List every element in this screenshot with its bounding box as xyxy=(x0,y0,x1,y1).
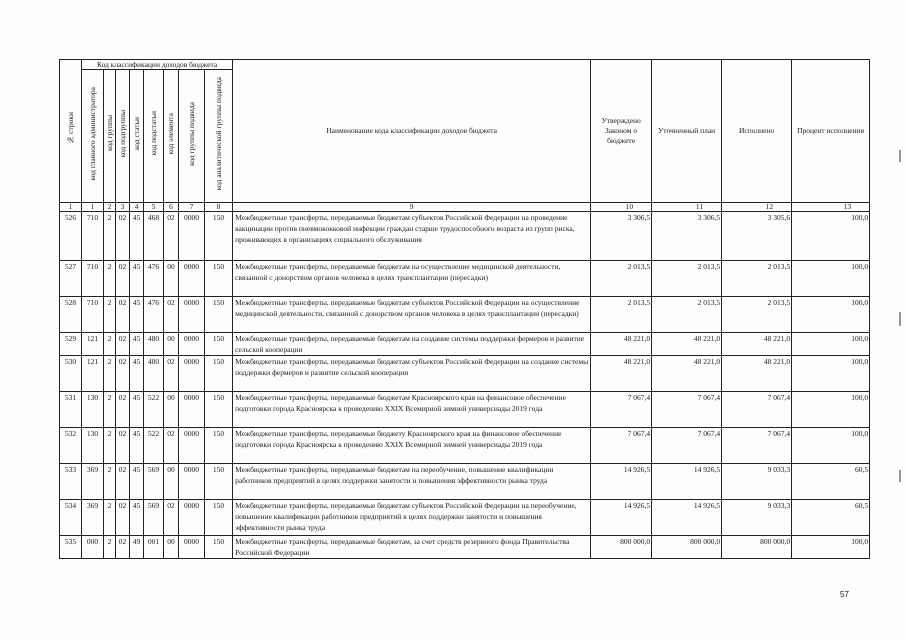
element-code: 00 xyxy=(164,536,179,559)
approved-amount: 7 067,4 xyxy=(591,428,652,464)
analytic-group-code: 150 xyxy=(205,333,233,356)
table-row xyxy=(60,500,870,536)
subarticle-code: 480 xyxy=(144,333,164,356)
execution-percent: 100,0 xyxy=(792,261,870,297)
row-number: 535 xyxy=(60,536,82,559)
table-row xyxy=(60,333,870,356)
analytic-group-code: 150 xyxy=(205,261,233,297)
analytic-group-code: 150 xyxy=(205,297,233,333)
header-code-admin: код главного администратора xyxy=(82,70,104,203)
subtype-group-code: 0000 xyxy=(179,333,205,356)
table-row xyxy=(60,297,870,333)
header-classification-group: Код классификации доходов бюджета xyxy=(82,60,233,70)
analytic-group-code: 150 xyxy=(205,356,233,392)
subarticle-code: 569 xyxy=(144,500,164,536)
row-number: 527 xyxy=(60,261,82,297)
analytic-group-code: 150 xyxy=(205,392,233,428)
subarticle-code: 522 xyxy=(144,428,164,464)
column-number: 11 xyxy=(652,203,722,212)
subtype-group-code: 0000 xyxy=(179,428,205,464)
element-code: 00 xyxy=(164,464,179,500)
admin-code: 369 xyxy=(82,500,104,536)
article-code: 45 xyxy=(130,212,144,261)
income-name: Межбюджетные трансферты, передаваемые бюджетам субъектов Российской Федерации на переобучение, повышение квалификации работников предприятий в целях поддержки занятости и повышения эффективности рынка труда xyxy=(233,500,591,536)
article-code: 45 xyxy=(130,261,144,297)
executed-amount: 48 221,0 xyxy=(722,333,792,356)
header-refined: Уточненный план xyxy=(652,60,722,203)
header-approved: Утверждено Законом о бюджете xyxy=(591,60,652,203)
article-code: 45 xyxy=(130,500,144,536)
subarticle-code: 001 xyxy=(144,536,164,559)
row-number: 533 xyxy=(60,464,82,500)
column-number: 6 xyxy=(164,203,179,212)
refined-amount: 2 013,5 xyxy=(652,297,722,333)
header-code-group: код группы xyxy=(104,70,116,203)
execution-percent: 100,0 xyxy=(792,356,870,392)
column-number: 8 xyxy=(205,203,233,212)
subgroup-code: 02 xyxy=(116,428,130,464)
execution-percent: 60,5 xyxy=(792,500,870,536)
table-row xyxy=(60,428,870,464)
row-number: 534 xyxy=(60,500,82,536)
income-name: Межбюджетные трансферты, передаваемые бюджетам Красноярского края на финансовое обеспечение подготовки города Красноярска к проведению XXIX Всемирной зимней универсиады 2019 года xyxy=(233,392,591,428)
admin-code: 121 xyxy=(82,356,104,392)
article-code: 45 xyxy=(130,392,144,428)
element-code: 02 xyxy=(164,212,179,261)
subarticle-code: 468 xyxy=(144,212,164,261)
approved-amount: 48 221,0 xyxy=(591,356,652,392)
element-code: 00 xyxy=(164,333,179,356)
row-number: 531 xyxy=(60,392,82,428)
header-code-subgroup: код подгруппы xyxy=(116,70,130,203)
subtype-group-code: 0000 xyxy=(179,464,205,500)
execution-percent: 100,0 xyxy=(792,333,870,356)
article-code: 45 xyxy=(130,356,144,392)
subgroup-code: 02 xyxy=(116,297,130,333)
approved-amount: 2 013,5 xyxy=(591,297,652,333)
scan-edge-mark xyxy=(899,470,901,482)
approved-amount: 7 067,4 xyxy=(591,392,652,428)
element-code: 02 xyxy=(164,500,179,536)
subgroup-code: 02 xyxy=(116,500,130,536)
income-name: Межбюджетные трансферты, передаваемые бюджетам субъектов Российской Федерации на проведение вакцинации против пневмококковой инфекции граждан старше трудоспособного возраста из групп риска, проживающих в организациях социального обслуживания xyxy=(233,212,591,261)
income-name: Межбюджетные трансферты, передаваемые бюджетам на осуществление медицинской деятельности, связанной с донорством органов человека в целях трансплантации (пересадки) xyxy=(233,261,591,297)
executed-amount: 2 013,5 xyxy=(722,297,792,333)
scan-edge-mark xyxy=(899,150,901,162)
refined-amount: 800 000,0 xyxy=(652,536,722,559)
subgroup-code: 02 xyxy=(116,536,130,559)
column-number: 1 xyxy=(60,203,82,212)
header-code-analytic-group: код аналитической группы подвида xyxy=(205,70,233,203)
income-name: Межбюджетные трансферты, передаваемые бюджетам на переобучение, повышение квалификации работников предприятий в целях поддержки занятости и повышения эффективности рынка труда xyxy=(233,464,591,500)
refined-amount: 14 926,5 xyxy=(652,500,722,536)
admin-code: 000 xyxy=(82,536,104,559)
group-code: 2 xyxy=(104,356,116,392)
refined-amount: 7 067,4 xyxy=(652,428,722,464)
income-name: Межбюджетные трансферты, передаваемые бюджету Красноярского края на финансовое обеспечение подготовки города Красноярска к проведению XXIX Всемирной зимней универсиады 2019 года xyxy=(233,428,591,464)
admin-code: 710 xyxy=(82,261,104,297)
analytic-group-code: 150 xyxy=(205,428,233,464)
refined-amount: 7 067,4 xyxy=(652,392,722,428)
element-code: 02 xyxy=(164,428,179,464)
header-code-subarticle: код подстатьи xyxy=(144,70,164,203)
table-row xyxy=(60,261,870,297)
table-row xyxy=(60,356,870,392)
subgroup-code: 02 xyxy=(116,212,130,261)
admin-code: 130 xyxy=(82,428,104,464)
approved-amount: 3 306,5 xyxy=(591,212,652,261)
row-number: 526 xyxy=(60,212,82,261)
approved-amount: 48 221,0 xyxy=(591,333,652,356)
column-number: 2 xyxy=(104,203,116,212)
header-row-number: № строки xyxy=(60,60,82,203)
group-code: 2 xyxy=(104,500,116,536)
executed-amount: 3 305,6 xyxy=(722,212,792,261)
execution-percent: 100,0 xyxy=(792,536,870,559)
article-code: 45 xyxy=(130,428,144,464)
table-row xyxy=(60,536,870,559)
analytic-group-code: 150 xyxy=(205,536,233,559)
group-code: 2 xyxy=(104,212,116,261)
row-number: 532 xyxy=(60,428,82,464)
element-code: 00 xyxy=(164,392,179,428)
admin-code: 710 xyxy=(82,212,104,261)
analytic-group-code: 150 xyxy=(205,500,233,536)
subarticle-code: 476 xyxy=(144,261,164,297)
subtype-group-code: 0000 xyxy=(179,261,205,297)
column-number: 4 xyxy=(130,203,144,212)
article-code: 45 xyxy=(130,333,144,356)
group-code: 2 xyxy=(104,428,116,464)
approved-amount: 14 926,5 xyxy=(591,464,652,500)
subgroup-code: 02 xyxy=(116,261,130,297)
executed-amount: 2 013,5 xyxy=(722,261,792,297)
column-number: 7 xyxy=(179,203,205,212)
executed-amount: 48 221,0 xyxy=(722,356,792,392)
article-code: 45 xyxy=(130,464,144,500)
executed-amount: 9 033,3 xyxy=(722,464,792,500)
table-row xyxy=(60,464,870,500)
element-code: 02 xyxy=(164,297,179,333)
analytic-group-code: 150 xyxy=(205,212,233,261)
group-code: 2 xyxy=(104,333,116,356)
scan-edge-mark xyxy=(899,312,901,326)
header-code-element: код элемента xyxy=(164,70,179,203)
refined-amount: 2 013,5 xyxy=(652,261,722,297)
article-code: 49 xyxy=(130,536,144,559)
header-percent: Процент исполнения xyxy=(792,60,870,203)
subarticle-code: 569 xyxy=(144,464,164,500)
subarticle-code: 522 xyxy=(144,392,164,428)
header-executed: Исполнено xyxy=(722,60,792,203)
subarticle-code: 476 xyxy=(144,297,164,333)
subgroup-code: 02 xyxy=(116,356,130,392)
refined-amount: 3 306,5 xyxy=(652,212,722,261)
executed-amount: 9 033,3 xyxy=(722,500,792,536)
column-number-row xyxy=(60,203,870,212)
header-name: Наименование кода классификации доходов бюджета xyxy=(233,60,591,203)
execution-percent: 100,0 xyxy=(792,212,870,261)
element-code: 00 xyxy=(164,261,179,297)
admin-code: 710 xyxy=(82,297,104,333)
subgroup-code: 02 xyxy=(116,392,130,428)
column-number: 9 xyxy=(233,203,591,212)
page-number: 57 xyxy=(840,590,849,599)
income-name: Межбюджетные трансферты, передаваемые бюджетам, за счет средств резервного фонда Правительства Российской Федерации xyxy=(233,536,591,559)
approved-amount: 800 000,0 xyxy=(591,536,652,559)
execution-percent: 100,0 xyxy=(792,297,870,333)
element-code: 02 xyxy=(164,356,179,392)
column-number: 12 xyxy=(722,203,792,212)
budget-revenue-table xyxy=(59,59,870,559)
group-code: 2 xyxy=(104,392,116,428)
table-row xyxy=(60,392,870,428)
row-number: 529 xyxy=(60,333,82,356)
executed-amount: 7 067,4 xyxy=(722,428,792,464)
column-number: 1 xyxy=(82,203,104,212)
execution-percent: 60,5 xyxy=(792,464,870,500)
admin-code: 121 xyxy=(82,333,104,356)
subarticle-code: 480 xyxy=(144,356,164,392)
header-code-article: код статьи xyxy=(130,70,144,203)
column-number: 10 xyxy=(591,203,652,212)
group-code: 2 xyxy=(104,297,116,333)
income-name: Межбюджетные трансферты, передаваемые бюджетам субъектов Российской Федерации на осуществление медицинской деятельности, связанной с донорством органов человека в целях трансплантации (пересадки) xyxy=(233,297,591,333)
subtype-group-code: 0000 xyxy=(179,212,205,261)
subgroup-code: 02 xyxy=(116,333,130,356)
analytic-group-code: 150 xyxy=(205,464,233,500)
admin-code: 369 xyxy=(82,464,104,500)
subgroup-code: 02 xyxy=(116,464,130,500)
approved-amount: 2 013,5 xyxy=(591,261,652,297)
table-row xyxy=(60,212,870,261)
subtype-group-code: 0000 xyxy=(179,500,205,536)
executed-amount: 7 067,4 xyxy=(722,392,792,428)
execution-percent: 100,0 xyxy=(792,428,870,464)
subtype-group-code: 0000 xyxy=(179,356,205,392)
article-code: 45 xyxy=(130,297,144,333)
income-name: Межбюджетные трансферты, передаваемые бюджетам субъектов Российской Федерации на создание системы поддержки фермеров и развитие сельской кооперации xyxy=(233,356,591,392)
column-number: 5 xyxy=(144,203,164,212)
refined-amount: 48 221,0 xyxy=(652,333,722,356)
row-number: 528 xyxy=(60,297,82,333)
executed-amount: 800 000,0 xyxy=(722,536,792,559)
admin-code: 130 xyxy=(82,392,104,428)
header-code-subtype-group: код группы подвида xyxy=(179,70,205,203)
subtype-group-code: 0000 xyxy=(179,297,205,333)
group-code: 2 xyxy=(104,464,116,500)
approved-amount: 14 926,5 xyxy=(591,500,652,536)
group-code: 2 xyxy=(104,536,116,559)
refined-amount: 48 221,0 xyxy=(652,356,722,392)
execution-percent: 100,0 xyxy=(792,392,870,428)
subtype-group-code: 0000 xyxy=(179,536,205,559)
subtype-group-code: 0000 xyxy=(179,392,205,428)
column-number: 13 xyxy=(792,203,870,212)
group-code: 2 xyxy=(104,261,116,297)
refined-amount: 14 926,5 xyxy=(652,464,722,500)
row-number: 530 xyxy=(60,356,82,392)
column-number: 3 xyxy=(116,203,130,212)
income-name: Межбюджетные трансферты, передаваемые бюджетам на создание системы поддержки фермеров и развитие сельской кооперации xyxy=(233,333,591,356)
